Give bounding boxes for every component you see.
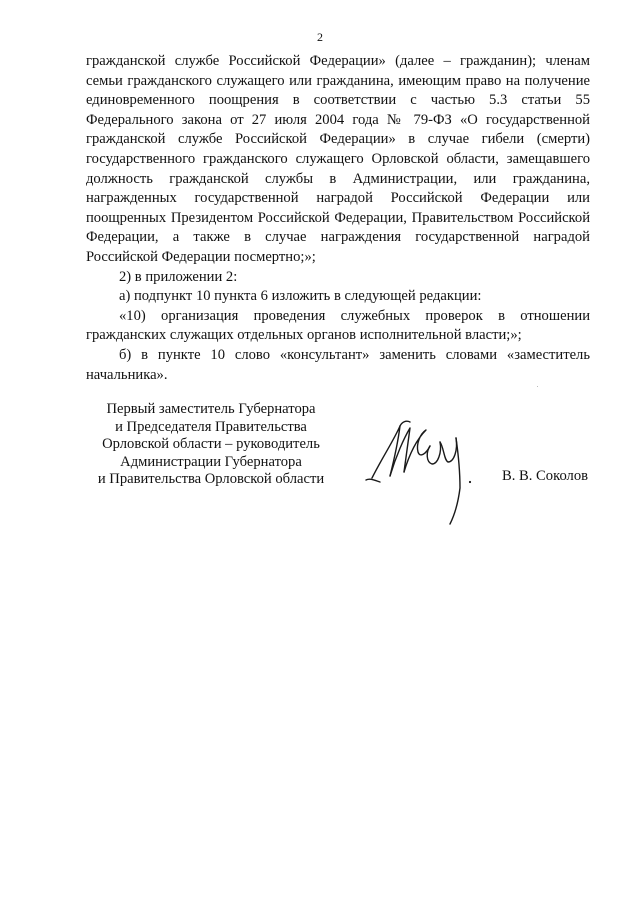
signatory-title-line: Администрации Губернатора <box>120 453 302 470</box>
page-number: 2 <box>317 30 323 44</box>
handwritten-signature <box>360 408 480 538</box>
signatory-title-line: Первый заместитель Губернатора <box>106 401 316 417</box>
signatory-title-line: Орловской области – руководитель <box>102 436 320 453</box>
paragraph-subitem-b: б) в пункте 10 слово «консультант» заменить словами «заместитель начальника». <box>86 346 590 383</box>
signatory-title <box>80 401 342 489</box>
paragraph-continuation: гражданской службе Российской Федерации» (далее – гражданин); членам семьи гражданского служащего или гражданина, имеющим право на получение единовременного поощрения в соответствии с частью 5.3 статьи 55 Федерального закона от 27 июля 2004 года № 79-ФЗ «О государственной гражданской службе Российской Федерации» в случае гибели (смерти) государственного гражданского служащего Орловской области, замещавшего должность гражданской службы в Администрации, или гражданина, награжденных государственной наградой Российской Федерации или поощренных Президентом Российской Федерации, Правительством Российской Федерации, а также в случае награждения государственной наградой Российской Федерации посмертно;»; <box>86 53 590 265</box>
paragraph-item-10-text: «10) организация проведения служебных проверок в отношении гражданских служащих отдельных органов исполнительной власти;»; <box>86 307 590 344</box>
signatory-title-line: и Председателя Правительства <box>115 418 307 435</box>
scan-speck <box>537 386 538 387</box>
document-body <box>86 52 590 385</box>
signatory-name: В. В. Соколов <box>502 468 589 484</box>
paragraph-subitem-a: а) подпункт 10 пункта 6 изложить в следующей редакции: <box>119 288 482 305</box>
signatory-title-line: и Правительства Орловской области <box>97 471 325 488</box>
paragraph-appendix-2: 2) в приложении 2: <box>119 268 238 285</box>
